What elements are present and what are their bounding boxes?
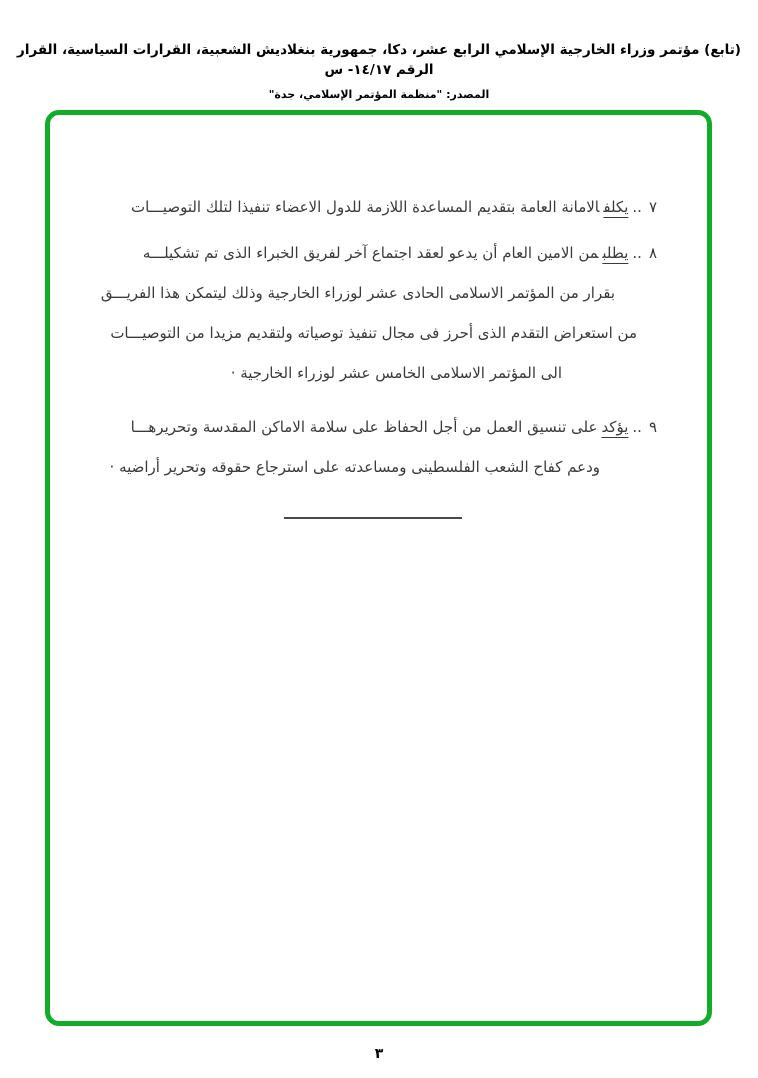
clause-7-line-1	[88, 187, 657, 227]
clause-9-text: على تنسيق العمل من أجل الحفاظ على سلامة الاماكن المقدسة وتحريرهـــا	[130, 418, 598, 436]
clause-7-number: ٧	[648, 198, 657, 216]
header-title: (تابع) مؤتمر وزراء الخارجية الإسلامي الرابع عشر، دكا، جمهورية بنغلاديش الشعبية، القرارات السياسية، القرار الرقم ١٤/١٧- س	[17, 42, 741, 78]
page-number: ٣	[374, 1046, 384, 1062]
highlight-box	[45, 110, 712, 1026]
clause-8-line-4: الى المؤتمر الاسلامى الخامس عشر لوزراء الخارجية ·	[230, 364, 562, 382]
clause-7-separator: ..	[632, 198, 642, 216]
document-body	[50, 115, 707, 519]
page-footer	[0, 1043, 758, 1062]
clause-8-number: ٨	[648, 244, 657, 262]
clause-7	[88, 187, 657, 227]
clause-9	[88, 407, 657, 487]
clause-8-line-1	[88, 233, 657, 273]
clause-8-keyword: يطلب	[602, 244, 629, 262]
clause-8-line-3: من استعراض التقدم الذى أحرز فى مجال تنفيذ توصياته ولتقديم مزيدا من التوصيـــات	[110, 324, 637, 342]
clause-9-number: ٩	[648, 418, 657, 436]
clause-8-line-2: بقرار من المؤتمر الاسلامى الحادى عشر لوزراء الخارجية وذلك ليتمكن هذا الفريـــق	[100, 284, 615, 302]
clause-7-text: الامانة العامة بتقديم المساعدة اللازمة للدول الاعضاء تنفيذا لتلك التوصيـــات	[130, 198, 600, 216]
separator-line	[284, 517, 462, 519]
clause-9-separator: ..	[632, 418, 642, 436]
clause-9-keyword: يؤكد	[601, 418, 629, 436]
clause-8	[88, 233, 657, 393]
clause-9-line-2: ودعم كفاح الشعب الفلسطينى ومساعدته على استرجاع حقوقه وتحرير أراضيه ·	[109, 458, 600, 476]
clause-8-text: من الامين العام أن يدعو لعقد اجتماع آخر لفريق الخبراء الذى تم تشكيلـــه	[142, 244, 599, 262]
header-source: المصدر: "منظمة المؤتمر الإسلامي، جدة"	[268, 88, 490, 101]
document-header	[0, 0, 758, 101]
clause-8-separator: ..	[632, 244, 642, 262]
clause-7-keyword: يكلف	[603, 198, 629, 216]
clause-9-line-1	[88, 407, 657, 447]
